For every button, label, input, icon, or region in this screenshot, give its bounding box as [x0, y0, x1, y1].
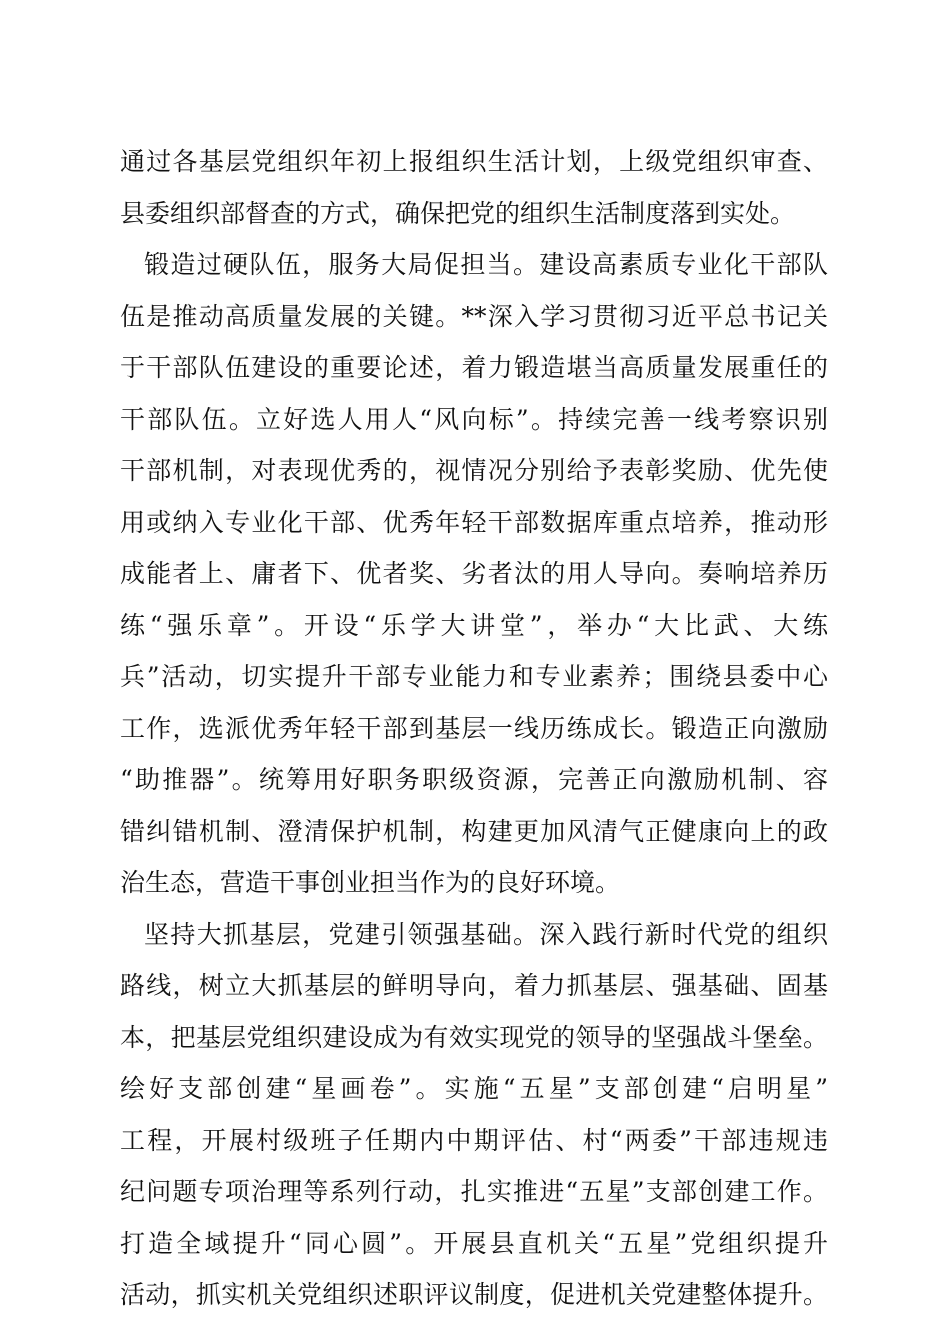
text-line: 干部机制，对表现优秀的，视情况分别给予表彰奖励、优先使: [120, 456, 828, 485]
paragraph: [120, 239, 828, 909]
text-line: 成能者上、庸者下、优者奖、劣者汰的用人导向。奏响培养历: [120, 559, 828, 588]
paragraph: [120, 136, 828, 239]
text-line: 工作，选派优秀年轻干部到基层一线历练成长。锻造正向激励: [120, 713, 828, 743]
text-line: 于干部队伍建设的重要论述，着力锻造堪当高质量发展重任的: [120, 353, 828, 382]
document-body: [120, 136, 828, 1321]
text-line: 纪问题专项治理等系列行动，扎实推进“五星”支部创建工作。: [120, 1177, 828, 1206]
text-line: 活动，抓实机关党组织述职评议制度，促进机关党建整体提升。: [120, 1280, 828, 1309]
text-line: 错纠错机制、澄清保护机制，构建更加风清气正健康向上的政: [120, 816, 828, 846]
text-line: 干部队伍。立好选人用人“风向标”。持续完善一线考察识别: [120, 404, 828, 434]
text-line: 兵”活动，切实提升干部专业能力和专业素养；围绕县委中心: [120, 662, 828, 691]
text-line: 路线，树立大抓基层的鲜明导向，着力抓基层、强基础、固基: [120, 971, 828, 1000]
text-line: 伍是推动高质量发展的关键。**深入学习贯彻习近平总书记关: [120, 301, 828, 331]
text-line: 县委组织部督查的方式，确保把党的组织生活制度落到实处。: [120, 198, 796, 228]
paragraph: [120, 909, 828, 1321]
text-line: 工程，开展村级班子任期内中期评估、村“两委”干部违规违: [120, 1125, 828, 1155]
text-line: 绘好支部创建“星画卷”。实施“五星”支部创建“启明星”: [120, 1074, 828, 1103]
text-line: 坚持大抓基层，党建引领强基础。深入践行新时代党的组织: [144, 919, 828, 949]
text-line: 通过各基层党组织年初上报组织生活计划，上级党组织审查、: [120, 147, 828, 176]
text-line: 用或纳入专业化干部、优秀年轻干部数据库重点培养，推动形: [120, 507, 828, 537]
text-line: 打造全域提升“同心圆”。开展县直机关“五星”党组织提升: [120, 1228, 828, 1258]
text-line: 本，把基层党组织建设成为有效实现党的领导的坚强战斗堡垒。: [120, 1022, 828, 1052]
text-line: 练“强乐章”。开设“乐学大讲堂”，举办“大比武、大练: [120, 610, 828, 640]
text-line: 锻造过硬队伍，服务大局促担当。建设高素质专业化干部队: [144, 250, 828, 279]
text-line: 治生态，营造干事创业担当作为的良好环境。: [120, 868, 621, 897]
text-line: “助推器”。统筹用好职务职级资源，完善正向激励机制、容: [120, 765, 828, 794]
